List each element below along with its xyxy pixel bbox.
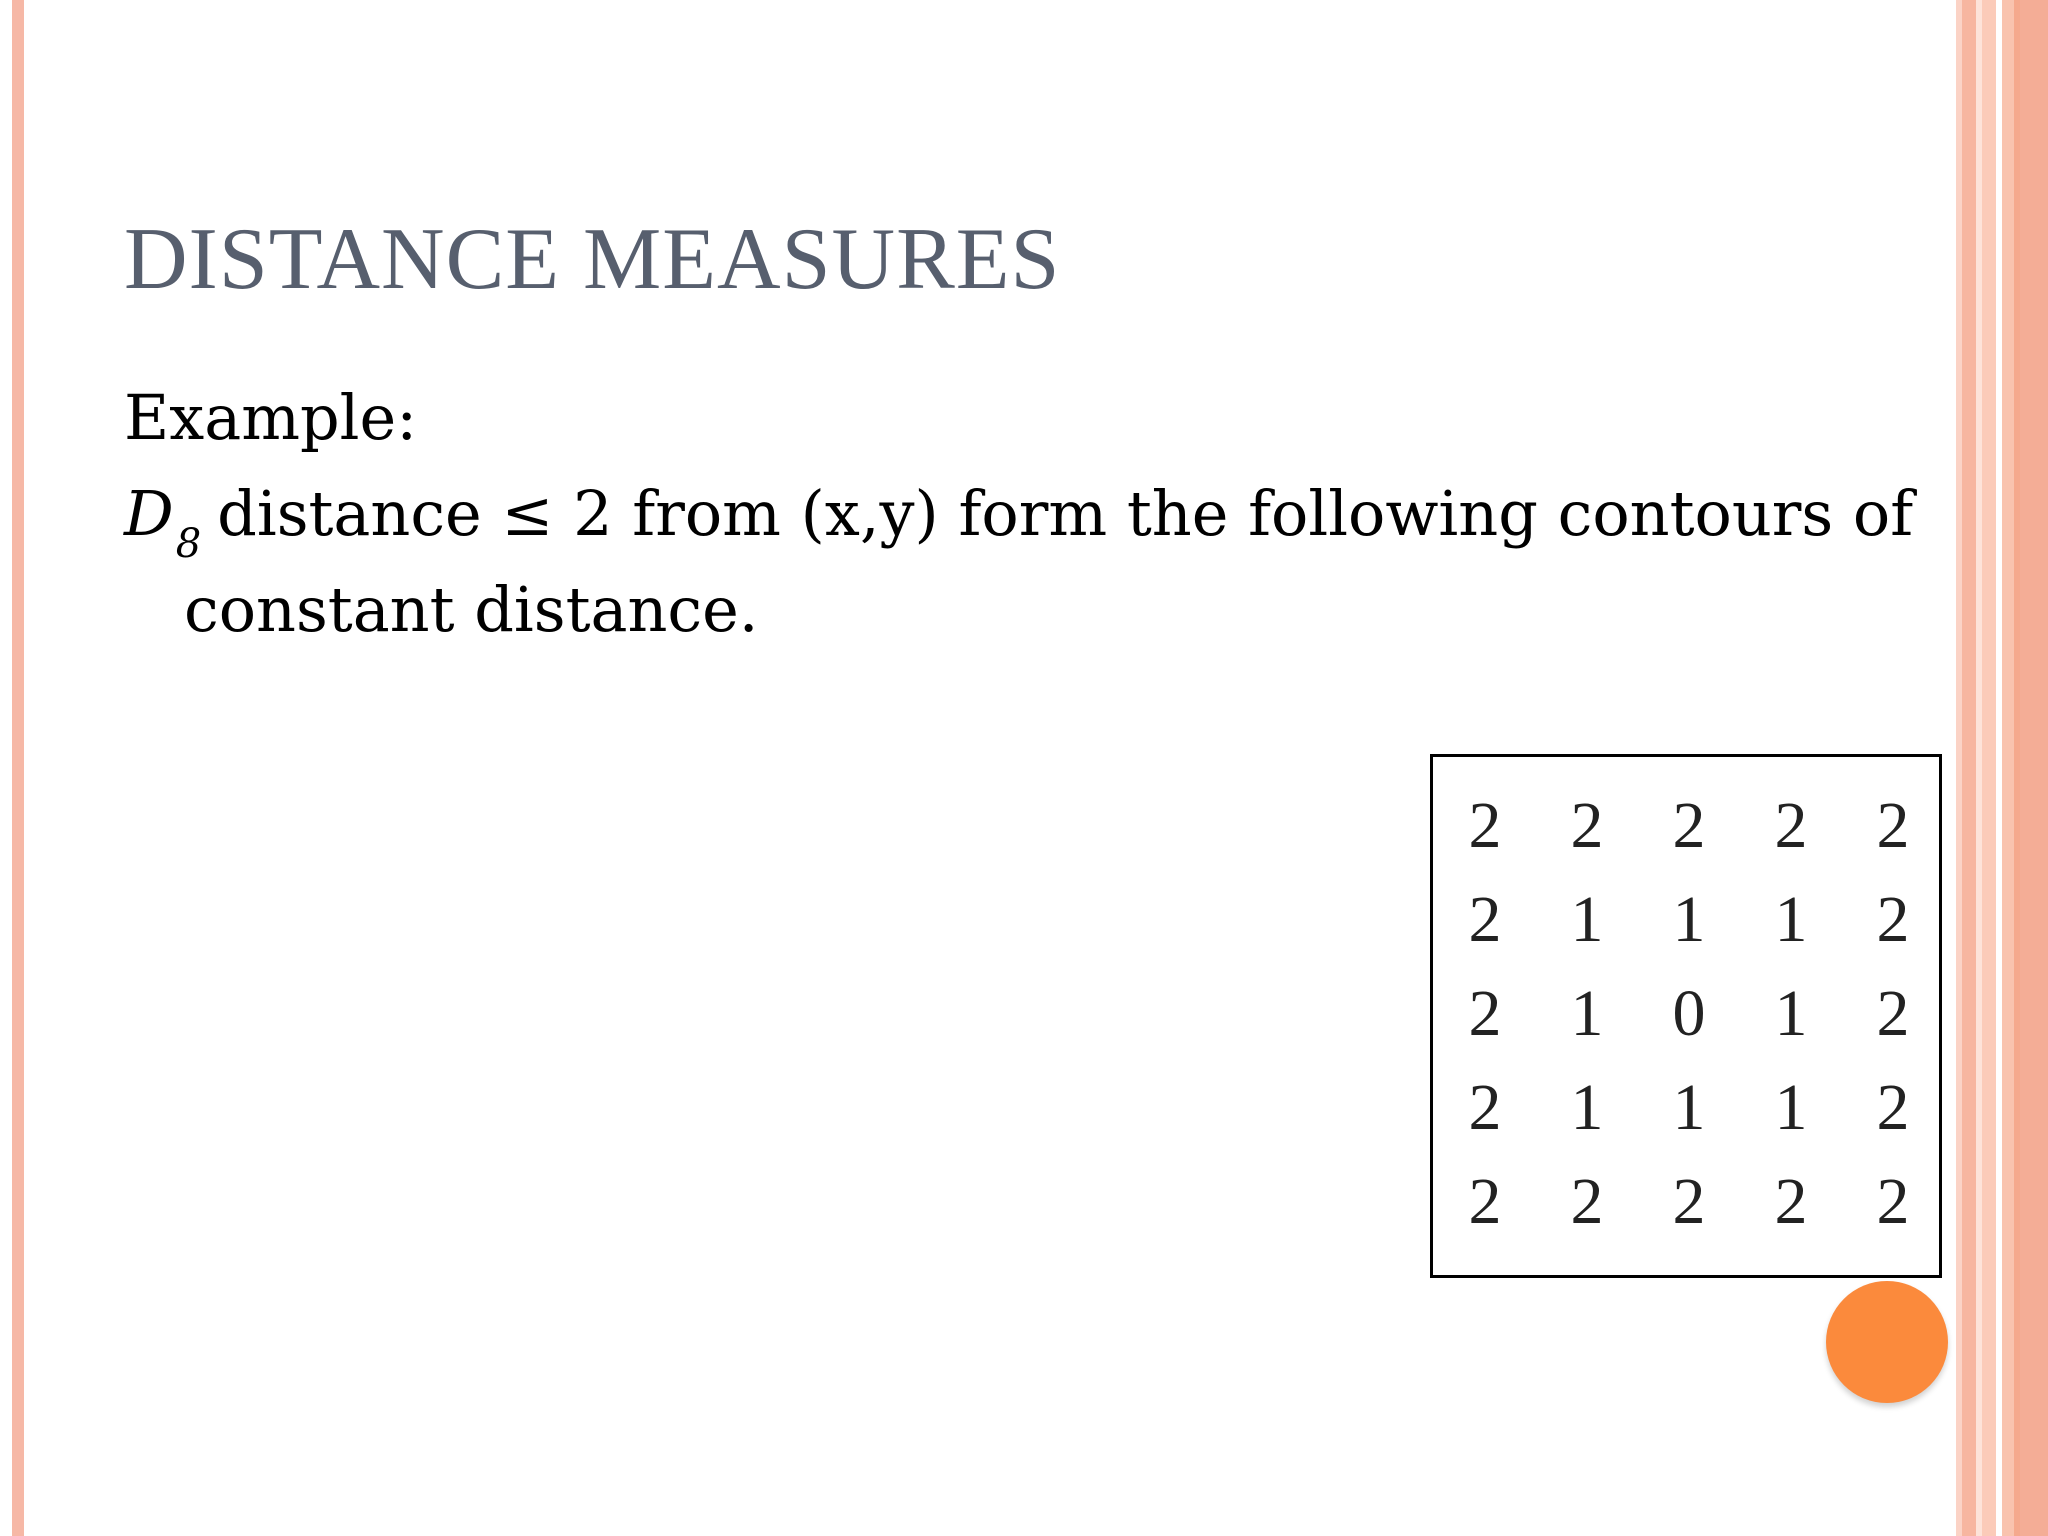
matrix-cell: 2 <box>1468 1165 1502 1238</box>
slide-number-dot <box>1826 1281 1948 1403</box>
matrix-cell: 2 <box>1468 789 1502 862</box>
matrix-cell: 2 <box>1876 977 1910 1050</box>
d8-subscript: 8 <box>175 521 202 567</box>
d8-definition-line <box>124 466 1914 567</box>
matrix-cell: 2 <box>1672 1165 1706 1238</box>
matrix-cell: 2 <box>1468 1071 1502 1144</box>
right-border-stripe <box>2002 0 2014 1536</box>
matrix-cell: 1 <box>1570 1071 1604 1144</box>
matrix-cell: 1 <box>1672 883 1706 956</box>
matrix-cell: 2 <box>1570 1165 1604 1238</box>
right-border-stripe <box>1982 0 1996 1536</box>
matrix-cell: 2 <box>1468 977 1502 1050</box>
matrix-cell: 0 <box>1672 977 1706 1050</box>
matrix-cell: 2 <box>1774 789 1808 862</box>
slide-title: DISTANCE MEASURES <box>124 211 1061 308</box>
matrix-cell: 2 <box>1672 789 1706 862</box>
matrix-cell: 2 <box>1570 789 1604 862</box>
matrix-cell: 1 <box>1774 977 1808 1050</box>
matrix-cell: 1 <box>1570 977 1604 1050</box>
matrix-cell: 2 <box>1774 1165 1808 1238</box>
distance-matrix <box>1430 754 1942 1278</box>
matrix-cell: 2 <box>1876 1165 1910 1238</box>
matrix-cell: 1 <box>1570 883 1604 956</box>
left-border-stripe <box>12 0 24 1536</box>
matrix-cell: 2 <box>1876 883 1910 956</box>
right-border-stripe <box>2020 0 2048 1536</box>
right-border-stripe <box>1962 0 1976 1536</box>
matrix-cell: 1 <box>1774 1071 1808 1144</box>
d8-symbol: D <box>124 477 174 550</box>
matrix-cell: 2 <box>1876 789 1910 862</box>
matrix-cell: 1 <box>1672 1071 1706 1144</box>
matrix-cell: 2 <box>1468 883 1502 956</box>
d8-definition-continuation: constant distance. <box>184 573 759 646</box>
matrix-cell: 2 <box>1876 1071 1910 1144</box>
example-label: Example: <box>124 381 418 454</box>
d8-definition-text: distance ≤ 2 from (x,y) form the following contours of <box>217 477 1914 550</box>
slide-body <box>124 370 1914 658</box>
matrix-cell: 1 <box>1774 883 1808 956</box>
